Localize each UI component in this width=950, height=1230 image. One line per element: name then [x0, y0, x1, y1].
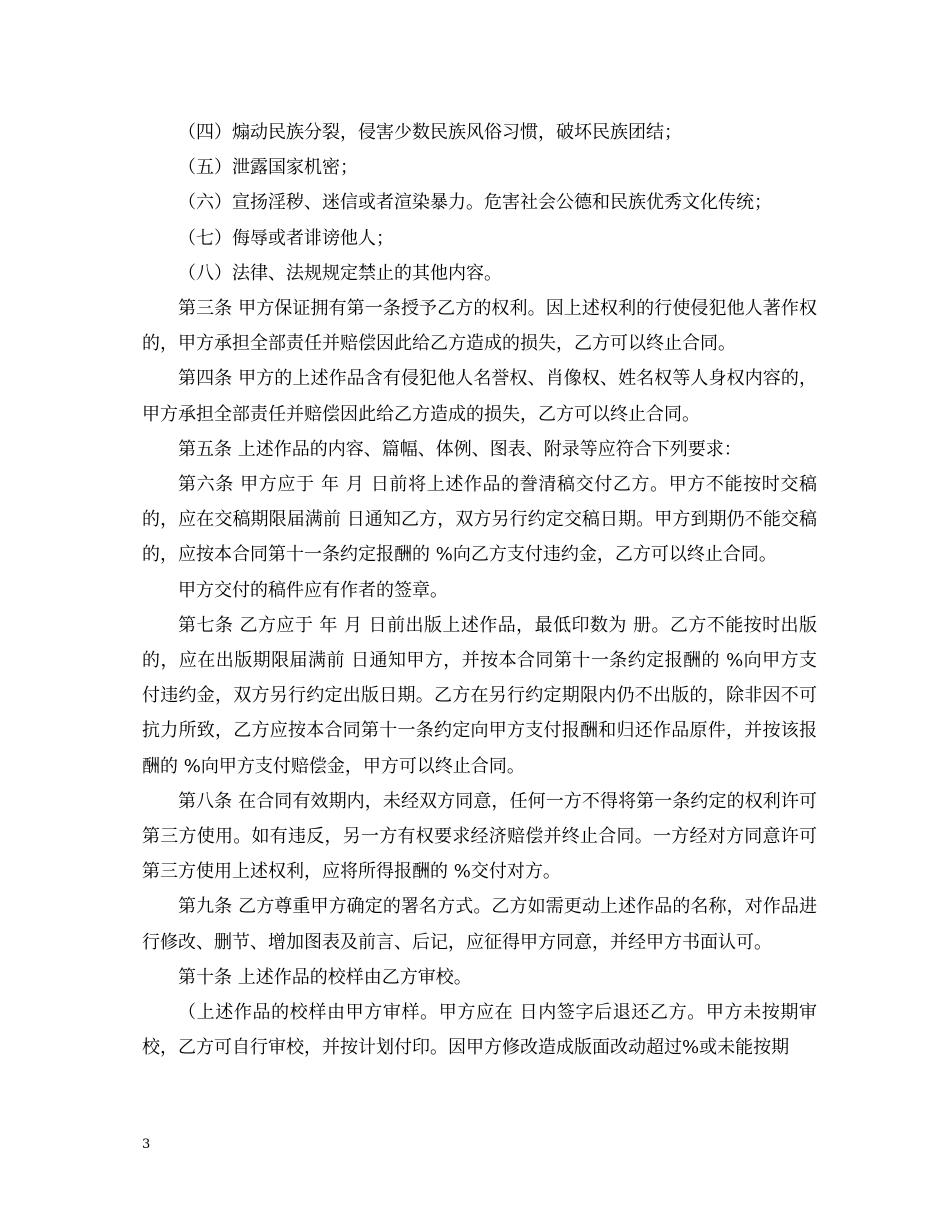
article-5: 第五条 上述作品的内容、篇幅、体例、图表、附录等应符合下列要求：	[178, 438, 742, 460]
page-number: 3	[142, 1137, 151, 1152]
document-body	[142, 115, 817, 1065]
article-3: 第三条 甲方保证拥有第一条授予乙方的权利。因上述权利的行使侵犯他人著作权的，甲方承担全部责任并赔偿因此给乙方造成的损失，乙方可以终止合同。	[142, 298, 817, 355]
article-6-signature-note: 甲方交付的稿件应有作者的签章。	[178, 579, 448, 601]
article-4: 第四条 甲方的上述作品含有侵犯他人名誉权、肖像权、姓名权等人身权内容的，甲方承担全部责任并赔偿因此给乙方造成的损失，乙方可以终止合同。	[142, 368, 817, 425]
article-10: 第十条 上述作品的校样由乙方审校。	[178, 966, 472, 988]
paragraph-item-6: （六）宣扬淫秽、迷信或者渲染暴力。危害社会公德和民族优秀文化传统；	[178, 192, 772, 214]
article-8: 第八条 在合同有效期内，未经双方同意，任何一方不得将第一条约定的权利许可第三方使用。如有违反，另一方有权要求经济赔偿并终止合同。一方经对方同意许可第三方使用上述权利，应将所得报酬的 %交付对方。	[142, 790, 817, 883]
paragraph-item-7: （七）侮辱或者诽谤他人；	[178, 227, 394, 249]
article-6: 第六条 甲方应于 年 月 日前将上述作品的誊清稿交付乙方。甲方不能按时交稿的，应在交稿期限届满前 日通知乙方，双方另行约定交稿日期。甲方到期仍不能交稿的，应按本合同第十一条约定报酬的 %向乙方支付违约金，乙方可以终止合同。	[142, 474, 817, 566]
article-7: 第七条 乙方应于 年 月 日前出版上述作品，最低印数为 册。乙方不能按时出版的，应在出版期限届满前 日通知甲方，并按本合同第十一条约定报酬的 %向甲方支付违约金，双方另行约定出版日期。乙方在另行约定期限内仍不出版的，除非因不可抗力所致，乙方应按本合同第十一条约定向甲方支付报酬和归还作品原件，并按该报酬的 %向甲方支付赔偿金，甲方可以终止合同。	[142, 614, 817, 777]
paragraph-item-4: （四）煽动民族分裂，侵害少数民族风俗习惯，破坏民族团结；	[178, 122, 682, 143]
article-9: 第九条 乙方尊重甲方确定的署名方式。乙方如需更动上述作品的名称，对作品进行修改、删节、增加图表及前言、后记，应征得甲方同意，并经甲方书面认可。	[142, 896, 817, 953]
paragraph-item-5: （五）泄露国家机密；	[178, 157, 358, 179]
article-10-alternative: （上述作品的校样由甲方审样。甲方应在 日内签字后退还乙方。甲方未按期审校，乙方可自行审校，并按计划付印。因甲方修改造成版面改动超过%或未能按期	[142, 1002, 817, 1059]
paragraph-item-8: （八）法律、法规规定禁止的其他内容。	[178, 262, 502, 284]
